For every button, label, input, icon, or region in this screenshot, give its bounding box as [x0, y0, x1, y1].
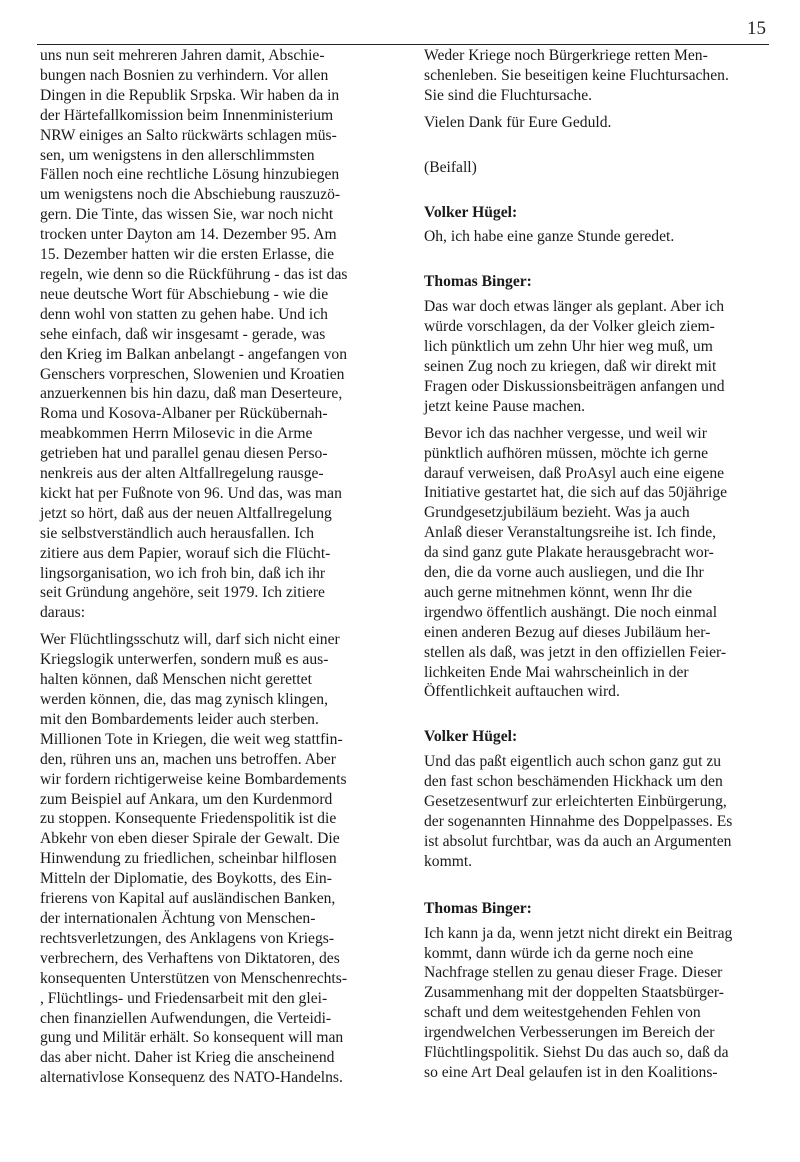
text-line: chen finanziellen Aufwendungen, die Verteidi-: [40, 1009, 332, 1027]
text-line: anzuerkennen bis hin dazu, daß man Deserteure,: [40, 385, 343, 403]
text-line: Hinwendung zu friedlichen, scheinbar hilflosen: [40, 850, 337, 868]
text-line: sen, um wenigstens in den allerschlimmsten: [40, 146, 315, 164]
text-line: seinen Zug noch zu kriegen, daß wir direkt mit: [424, 357, 717, 375]
text-line: jetzt so hört, daß aus der neuen Altfallregelung: [40, 504, 332, 522]
text-line: uns nun seit mehreren Jahren damit, Abschie-: [40, 47, 325, 64]
text-line: meabkommen Herrn Milosevic in die Arme: [40, 425, 313, 443]
left-column: [40, 46, 392, 1095]
text-line: sie selbstverständlich auch herausfallen. Ich: [40, 524, 315, 542]
text-line: bungen nach Bosnien zu verhindern. Vor allen: [40, 66, 329, 84]
text-line: wir fordern richtigerweise keine Bombardements: [40, 770, 347, 788]
text-line: rechtsverletzungen, des Anklagens von Kriegs-: [40, 929, 335, 947]
text-line: würde vorschlagen, da der Volker gleich ziem-: [424, 318, 715, 336]
text-line: Grundgesetzjubiläum bezieht. Was ja auch: [424, 504, 690, 522]
text-line: schaft und dem weitestgehenden Fehlen von: [424, 1004, 701, 1022]
text-line: 15. Dezember hatten wir die ersten Erlasse, die: [40, 246, 334, 264]
text-line: kommt.: [424, 852, 473, 870]
text-line: halten können, daß Menschen nicht gerettet: [40, 671, 312, 689]
speech-paragraph: [424, 424, 776, 703]
text-line: Zusammenhang mit der doppelten Staatsbürger-: [424, 984, 724, 1002]
text-line: Öffentlichkeit auftauchen wird.: [424, 683, 620, 701]
text-line: seit Gründung angehöre, seit 1979. Ich zitiere: [40, 584, 325, 602]
text-line: lich pünktlich um zehn Uhr hier weg muß, um: [424, 338, 713, 356]
spacer: [424, 140, 776, 158]
text-line: Bevor ich das nachher vergesse, und weil wir: [424, 424, 707, 442]
text-line: neue deutsche Wort für Abschiebung - wie die: [40, 285, 329, 303]
text-line: jetzt keine Pause machen.: [424, 397, 586, 415]
text-line: ist absolut furchtbar, was da auch an Argumenten: [424, 832, 732, 850]
spacer: [424, 254, 776, 272]
text-line: Flüchtlingspolitik. Siehst Du das auch so, daß da: [424, 1044, 729, 1062]
text-line: irgendwelchen Verbesserungen im Bereich der: [424, 1024, 715, 1042]
applause-note: (Beifall): [424, 158, 477, 176]
text-line: so eine Art Deal gelaufen ist in den Koalitions-: [424, 1063, 718, 1081]
header-rule: [37, 44, 769, 45]
text-line: Weder Kriege noch Bürgerkriege retten Men-: [424, 47, 708, 64]
right-column: [424, 46, 776, 1090]
text-line: Sie sind die Fluchtursache.: [424, 86, 593, 104]
text-line: Genschers vorpreschen, Slowenien und Kroatien: [40, 365, 345, 383]
text-line: Gesetzesentwurf zur erleichterten Einbürgerung,: [424, 793, 727, 811]
text-line: NRW einiges an Salto rückwärts schlagen müs-: [40, 126, 337, 144]
speech-paragraph: [424, 297, 776, 416]
text-line: Roma und Kosova-Albaner per Rückübernah-: [40, 405, 328, 423]
speaker-name: Thomas Binger:: [424, 899, 532, 917]
text-line: konsequenten Unterstützen von Menschenrechts-: [40, 969, 348, 987]
spacer: [424, 879, 776, 899]
speech-paragraph: [424, 924, 776, 1083]
text-line: gern. Die Tinte, das wissen Sie, war noch nicht: [40, 206, 334, 224]
text-line: lichkeiten Ende Mai wahrscheinlich in der: [424, 663, 689, 681]
text-line: Kriegslogik unterwerfen, sondern muß es aus-: [40, 651, 329, 669]
text-line: der Härtefallkomission beim Innenministerium: [40, 106, 334, 124]
text-line: der sogenannten Hinnahme des Doppelpasses. Es: [424, 813, 733, 830]
text-line: der internationalen Ächtung von Menschen-: [40, 909, 316, 927]
page-number: 15: [747, 18, 766, 39]
text-line: pünktlich aufhören müssen, möchte ich gerne: [424, 444, 709, 462]
text-line: Fragen oder Diskussionsbeiträgen anfangen und: [424, 377, 725, 395]
text-line: Oh, ich habe eine ganze Stunde geredet.: [424, 228, 675, 246]
text-line: alternativlose Konsequenz des NATO-Handelns.: [40, 1069, 343, 1087]
text-line: irgendwo öffentlich aushängt. Die noch einmal: [424, 603, 718, 621]
text-line: kommt, dann würde ich da gerne noch eine: [424, 944, 694, 962]
text-line: Vielen Dank für Eure Geduld.: [424, 113, 612, 131]
text-line: gung und Militär erhält. So konsequent will man: [40, 1029, 344, 1047]
text-line: frierens von Kapital auf ausländischen Banken,: [40, 890, 336, 908]
speaker-name: Volker Hügel:: [424, 728, 518, 746]
paragraph: [424, 46, 776, 106]
speech-paragraph: [424, 227, 776, 247]
text-line: verbrechern, des Verhaftens von Diktatoren, des: [40, 949, 340, 967]
text-line: sehe einfach, daß wir insgesamt - gerade, was: [40, 325, 326, 343]
text-line: daraus:: [40, 604, 86, 622]
paragraph: [424, 113, 776, 133]
text-line: einen anderen Bezug auf dieses Jubiläum her-: [424, 623, 711, 641]
text-line: Initiative gestartet hat, die sich auf das 50jährige: [424, 484, 728, 502]
text-line: Mitteln der Diplomatie, des Boykotts, des Ein-: [40, 870, 332, 888]
text-line: denn wohl von statten zu gehen habe. Und ich: [40, 305, 328, 323]
text-line: den fast schon beschämenden Hickhack um den: [424, 773, 723, 791]
text-line: regeln, wie denn so die Rückführung - das ist das: [40, 265, 348, 283]
text-line: , Flüchtlings- und Friedensarbeit mit den glei-: [40, 989, 328, 1007]
text-line: Nachfrage stellen zu genau dieser Frage. Dieser: [424, 964, 723, 982]
text-line: Fällen noch eine rechtliche Lösung hinzubiegen: [40, 166, 340, 184]
text-line: darauf verweisen, daß ProAsyl auch eine eigene: [424, 464, 725, 482]
spacer: [424, 185, 776, 203]
text-line: getrieben hat und parallel genau diesen Perso-: [40, 445, 328, 463]
text-line: kickt hat per Fußnote von 96. Und das, was man: [40, 484, 342, 502]
text-line: Anlaß dieser Veranstaltungsreihe ist. Ich finde,: [424, 524, 717, 542]
text-line: das aber nicht. Daher ist Krieg die anscheinend: [40, 1049, 335, 1067]
text-line: Und das paßt eigentlich auch schon ganz gut zu: [424, 753, 722, 771]
text-line: schenleben. Sie beseitigen keine Fluchtursachen.: [424, 66, 729, 84]
text-line: mit den Bombardements leider auch sterben.: [40, 710, 319, 728]
text-line: stellen als daß, was jetzt in den offiziellen Feier-: [424, 643, 727, 661]
quoted-paragraph: [40, 630, 392, 1088]
text-line: den Krieg im Balkan anbelangt - angefangen von: [40, 345, 348, 363]
text-line: werden können, die, das mag zynisch klingen,: [40, 691, 328, 708]
text-line: Abkehr von eben dieser Spirale der Gewalt. Die: [40, 830, 340, 848]
paragraph: [40, 46, 392, 623]
text-line: Wer Flüchtlingsschutz will, darf sich nicht einer: [40, 631, 340, 649]
text-line: zum Beispiel auf Ankara, um den Kurdenmord: [40, 790, 333, 808]
text-line: Millionen Tote in Kriegen, die weit weg stattfin-: [40, 730, 343, 748]
text-line: auch gerne mitnehmen könnt, wenn Ihr die: [424, 583, 693, 601]
speaker-name: Thomas Binger:: [424, 273, 532, 291]
speech-paragraph: [424, 752, 776, 871]
text-line: den, rühren uns an, machen uns betroffen. Aber: [40, 750, 336, 768]
text-line: Ich kann ja da, wenn jetzt nicht direkt ein Beitrag: [424, 924, 733, 942]
text-line: Das war doch etwas länger als geplant. Aber ich: [424, 298, 725, 316]
text-line: nenkreis aus der alten Altfallregelung rausge-: [40, 465, 324, 483]
speaker-name: Volker Hügel:: [424, 203, 518, 221]
text-line: zitiere aus dem Papier, worauf sich die Flücht-: [40, 544, 331, 562]
text-line: trocken unter Dayton am 14. Dezember 95. Am: [40, 226, 337, 244]
text-line: den, die da vorne auch ausliegen, und die Ihr: [424, 564, 704, 582]
text-line: um wenigstens noch die Abschiebung rauszuzö-: [40, 186, 341, 204]
text-line: Dingen in die Republik Srpska. Wir haben da in: [40, 86, 340, 104]
text-line: lingsorganisation, wo ich froh bin, daß ich ihr: [40, 564, 326, 582]
text-line: da sind ganz gute Plakate herausgebracht wor-: [424, 544, 714, 562]
text-line: zu stoppen. Konsequente Friedenspolitik ist die: [40, 810, 337, 828]
spacer: [424, 709, 776, 727]
